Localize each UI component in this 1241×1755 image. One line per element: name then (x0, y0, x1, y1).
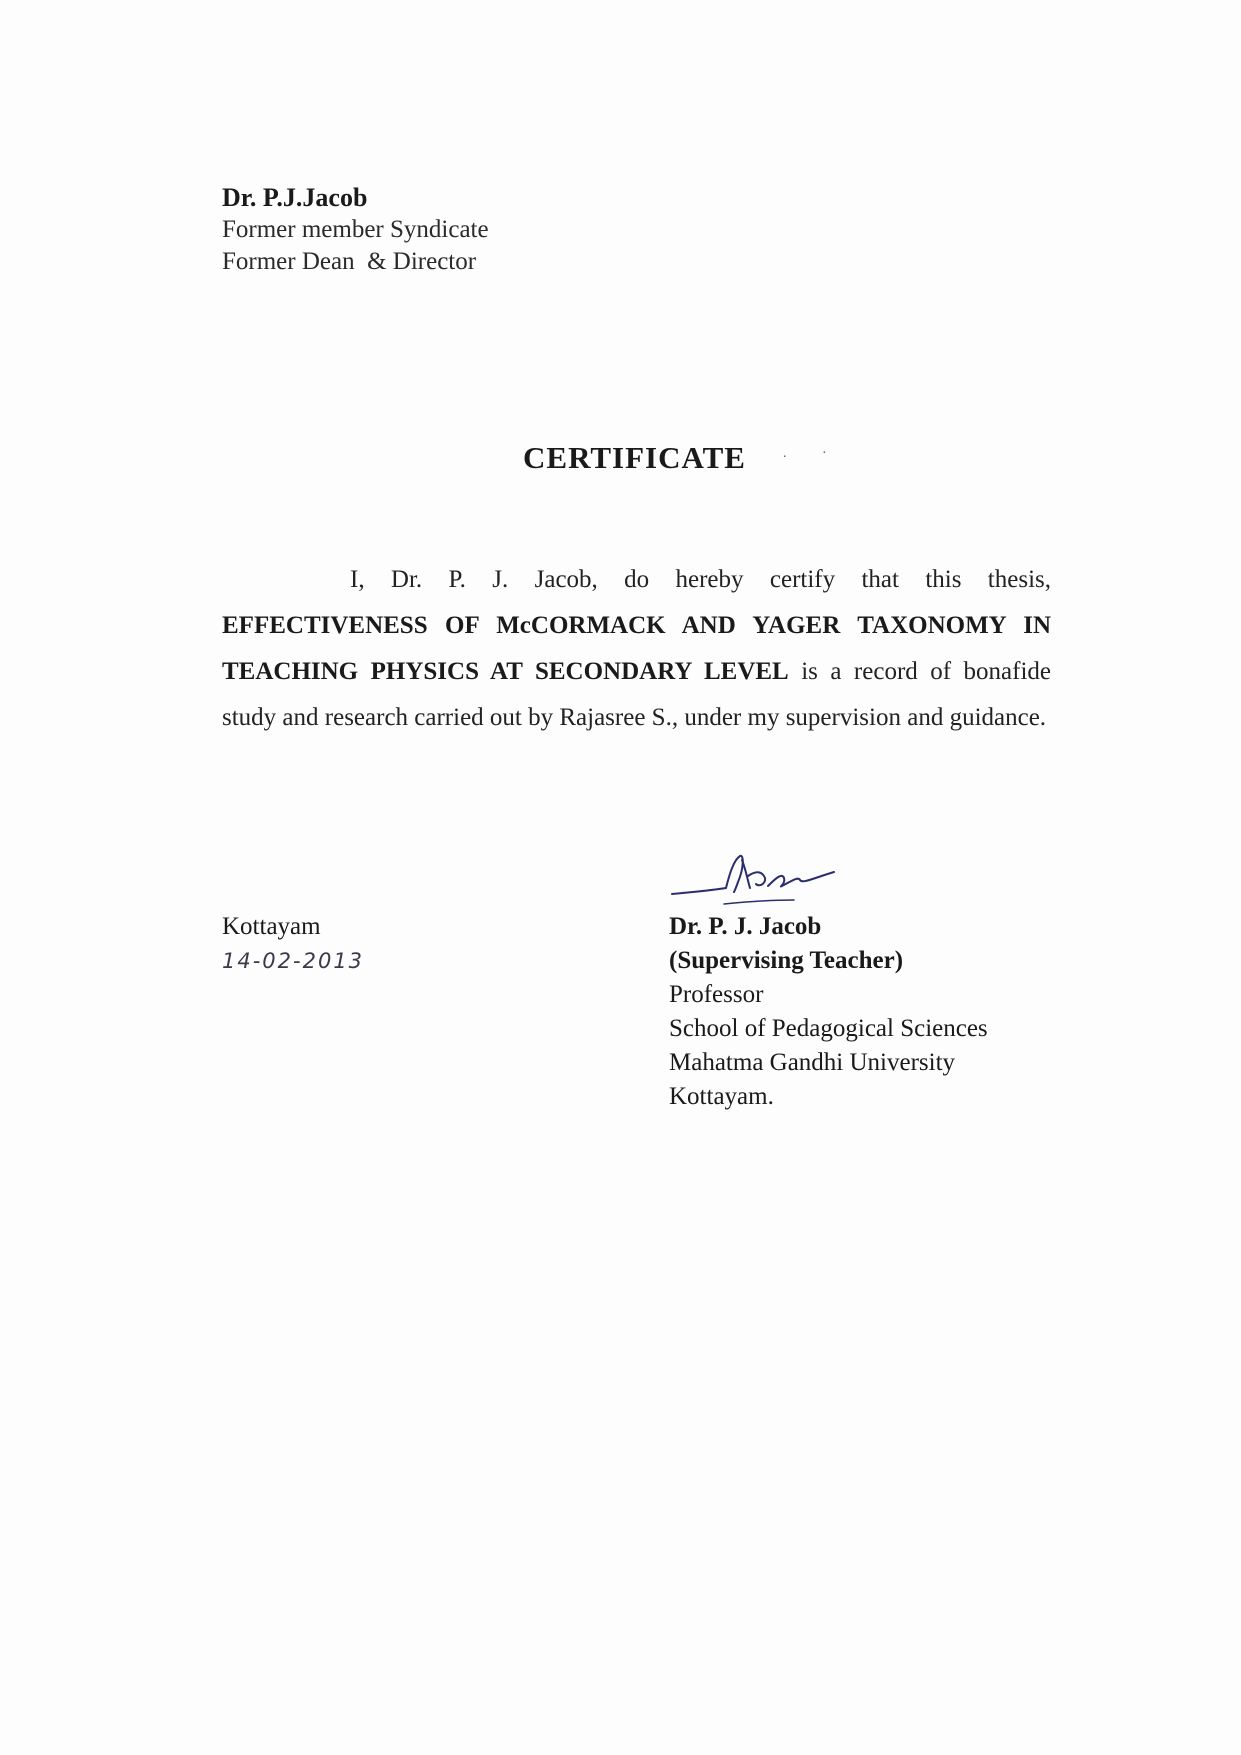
signatory-city: Kottayam. (669, 1083, 774, 1110)
thesis-title: EFFECTIVENESS OF McCORMACK AND YAGER TAXONOMY IN TEACHING PHYSICS AT SECONDARY LEVEL (222, 612, 1051, 685)
letterhead-name: Dr. P.J.Jacob (222, 183, 368, 212)
signatory-block (669, 910, 988, 1114)
certificate-body (222, 557, 1051, 741)
place: Kottayam (222, 913, 321, 940)
body-intro: I, Dr. P. J. Jacob, do hereby certify that this thesis, (350, 566, 1051, 593)
letterhead (222, 182, 489, 278)
letterhead-line-1: Former member Syndicate (222, 216, 489, 243)
signature (664, 842, 854, 912)
signatory-department: School of Pedagogical Sciences (669, 1015, 988, 1042)
title-marks: . · (783, 446, 843, 461)
signatory-designation: Professor (669, 981, 764, 1008)
body-rest: is a record of bonafide study and research carried out by Rajasree S., under my supervision and guidance. (222, 658, 1052, 731)
signatory-university: Mahatma Gandhi University (669, 1049, 956, 1076)
certificate-title: CERTIFICATE (523, 440, 746, 475)
handwritten-date: 14-02-2013 (222, 949, 365, 973)
signatory-name: Dr. P. J. Jacob (669, 913, 822, 940)
signatory-role: (Supervising Teacher) (669, 947, 904, 974)
letterhead-line-2: Former Dean & Director (222, 248, 477, 275)
place-date (222, 910, 364, 978)
